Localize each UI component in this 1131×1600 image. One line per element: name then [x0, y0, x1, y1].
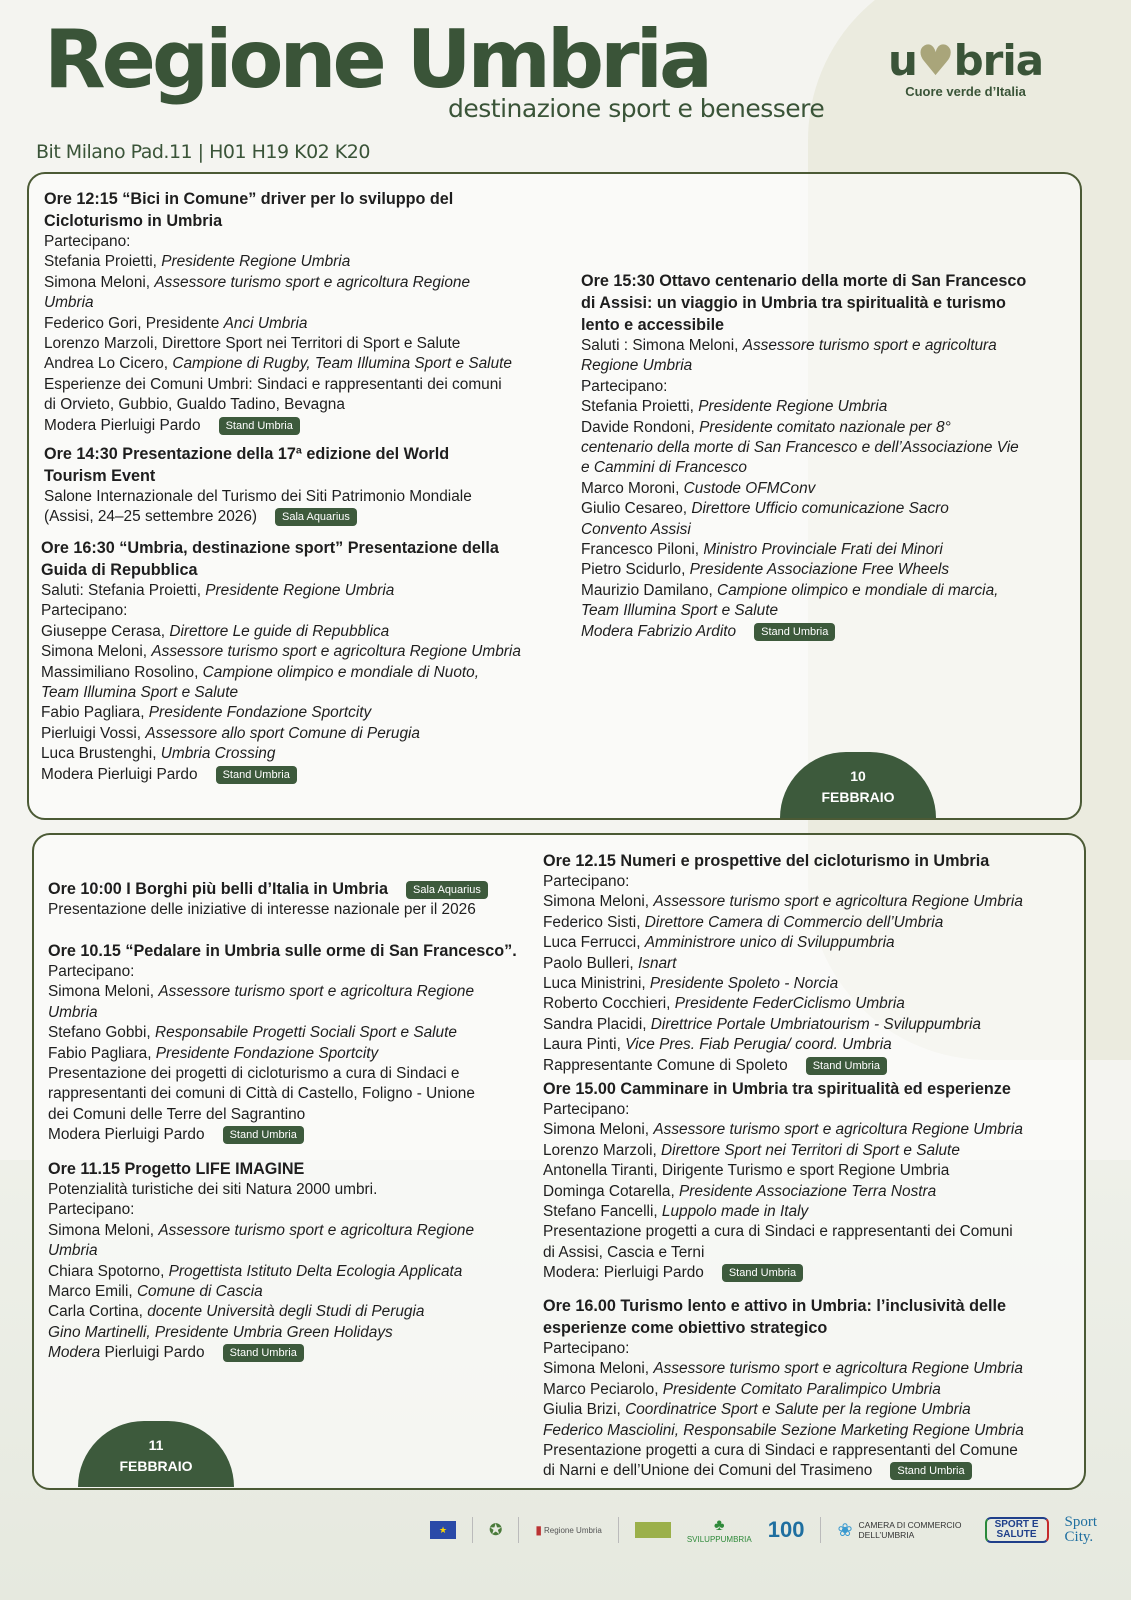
venue-badge: Stand Umbria — [722, 1264, 803, 1282]
name-text: Simona Meloni, — [543, 1360, 654, 1378]
event-line — [543, 1120, 1023, 1140]
name-text: Luca Ministrini, — [543, 975, 650, 993]
name-text: Simona Meloni, — [41, 643, 152, 661]
role-text: Amministrore unico di Sviluppumbria — [644, 934, 895, 952]
name-text: Partecipano: — [44, 233, 131, 250]
name-text: Fabio Pagliara, — [48, 1044, 156, 1062]
event-line — [581, 438, 1026, 458]
role-text: Presidente Associazione Free Wheels — [689, 561, 950, 579]
event-line — [48, 1044, 517, 1064]
event-block — [581, 270, 1026, 642]
name-text: Simona Meloni, — [48, 983, 159, 1001]
logo-tagline: Cuore verde d’Italia — [905, 84, 1026, 99]
name-text: Presentazione delle iniziative di interesse nazionale per il 2026 — [48, 901, 476, 918]
name-text: di Narni e dell’Unione dei Comuni del Trasimeno — [543, 1462, 873, 1480]
role-text: Assessore turismo sport e agricoltura Regione — [158, 983, 475, 1001]
event-line — [48, 1241, 474, 1261]
name-text: Lorenzo Marzoli, — [543, 1141, 662, 1159]
name-text: Giuseppe Cerasa, — [41, 622, 170, 640]
event-title: Guida di Repubblica — [41, 561, 198, 579]
event-line — [44, 232, 512, 252]
role-text: Vice Pres. Fiab Perugia/ coord. Umbria — [625, 1036, 892, 1054]
role-text: Federico Masciolini, Responsabile Sezione Marketing Regione Umbria — [543, 1421, 1024, 1439]
event-line — [41, 703, 521, 723]
role-text: Modera Fabrizio Ardito — [581, 622, 737, 640]
venue-badge: Stand Umbria — [890, 1462, 971, 1480]
venue-badge: Stand Umbria — [219, 417, 300, 435]
event-line — [543, 1359, 1024, 1379]
event-line — [543, 974, 1023, 994]
event-line — [48, 1084, 517, 1104]
role-text: Campione olimpico e mondiale di marcia, — [717, 581, 999, 599]
event-line — [48, 1262, 474, 1282]
eu-flag-logo: ★ — [430, 1521, 456, 1539]
event-line — [48, 1200, 474, 1220]
event-line — [581, 520, 1026, 540]
event-title: Cicloturismo in Umbria — [44, 212, 223, 230]
footer-logos — [430, 1505, 1130, 1555]
name-text: Massimiliano Rosolino, — [41, 663, 203, 681]
role-text: Presidente Regione Umbria — [698, 398, 888, 416]
event-line — [543, 1339, 1024, 1359]
event-line — [543, 1100, 1023, 1120]
venue-badge: Stand Umbria — [754, 623, 835, 641]
page-subtitle: destinazione sport e benessere — [448, 94, 825, 123]
event-line — [48, 1323, 474, 1343]
name-text: di Orvieto, Gubbio, Gualdo Tadino, Bevagna — [44, 396, 345, 414]
role-text: Assessore turismo sport e agricoltura Regione — [154, 273, 471, 291]
name-text: Partecipano: — [48, 1201, 135, 1219]
fesr-logo — [635, 1522, 671, 1538]
event-line — [44, 354, 512, 374]
role-text: Assessore turismo sport e agricoltura Regione Umbria — [151, 643, 521, 661]
divider — [472, 1517, 473, 1543]
role-text: Presidente Spoleto - Norcia — [649, 975, 839, 993]
role-text: Direttrice Portale Umbriatourism - Sviluppumbria — [650, 1015, 981, 1033]
name-text: Saluti : Simona Meloni, — [581, 337, 743, 354]
event-line — [44, 273, 512, 293]
name-text: Marco Peciarolo, — [543, 1380, 663, 1398]
name-text: di Assisi, Cascia e Terni — [543, 1243, 705, 1261]
role-text: Gino Martinelli, Presidente Umbria Green Holidays — [48, 1323, 393, 1341]
name-text: Luca Brustenghi, — [41, 745, 161, 763]
event-line — [44, 507, 472, 527]
name-text: Partecipano: — [543, 873, 630, 890]
event-line — [48, 1282, 474, 1302]
umbria-logo: u♥bria Cuore verde d’Italia — [888, 36, 1044, 99]
venue-badge: Stand Umbria — [216, 766, 297, 784]
divider — [618, 1517, 619, 1543]
event-line — [581, 581, 1026, 601]
role-text: Presidente Fondazione Sportcity — [148, 704, 372, 722]
divider — [518, 1517, 519, 1543]
role-text: Direttore Sport nei Territori di Sport e Salute — [661, 1141, 960, 1159]
role-text: Anci Umbria — [223, 314, 308, 332]
event-line — [581, 499, 1026, 519]
role-text: Umbria — [48, 1242, 98, 1260]
event-line — [48, 900, 488, 920]
role-text: e Cammini di Francesco — [581, 459, 747, 477]
event-line — [48, 1125, 517, 1145]
name-text: Salone Internazionale del Turismo dei Siti Patrimonio Mondiale — [44, 488, 472, 505]
venue-badge: Sala Aquarius — [275, 508, 357, 526]
role-text: Campione olimpico e mondiale di Nuoto, — [202, 663, 479, 681]
name-text: Stefania Proietti, — [44, 253, 162, 271]
name-text: Potenzialità turistiche dei siti Natura 2000 umbri. — [48, 1181, 378, 1198]
name-text: Andrea Lo Cicero, — [44, 355, 173, 373]
event-line — [41, 744, 521, 764]
venue-badge: Stand Umbria — [223, 1344, 304, 1362]
event-line — [543, 1035, 1023, 1055]
event-line — [543, 892, 1023, 912]
sport-e-salute-logo: SPORT E SALUTE — [985, 1517, 1049, 1543]
100-anni-logo: 100 — [767, 1517, 805, 1542]
role-text: Umbria — [48, 1003, 98, 1021]
event-line — [44, 375, 512, 395]
event-title: di Assisi: un viaggio in Umbria tra spiritualità e turismo — [581, 294, 1006, 312]
divider — [820, 1517, 821, 1543]
venue-badge: Stand Umbria — [806, 1057, 887, 1075]
role-text: Assessore turismo sport e agricoltura Regione Umbria — [653, 1360, 1023, 1378]
role-text: Responsabile Progetti Sociali Sport e Salute — [154, 1024, 457, 1042]
name-text: Presentazione progetti a cura di Sindaci e rappresentanti dei Comuni — [543, 1223, 1013, 1241]
event-title: Tourism Event — [44, 467, 156, 485]
event-line — [41, 601, 521, 621]
sportcity-logo: Sport City. — [1064, 1514, 1098, 1545]
event-block — [44, 443, 472, 528]
name-text: rappresentanti dei comuni di Città di Castello, Foligno - Unione — [48, 1085, 475, 1103]
event-line — [581, 336, 1026, 356]
name-text: Pierluigi Pardo — [100, 1344, 205, 1362]
event-line — [44, 395, 512, 415]
role-text: Progettista Istituto Delta Ecologia Applicata — [168, 1262, 463, 1280]
name-text: Simona Meloni, — [543, 893, 654, 911]
event-line — [41, 581, 521, 601]
name-text: Stefano Fancelli, — [543, 1203, 662, 1221]
event-line — [48, 982, 517, 1002]
event-line — [543, 954, 1023, 974]
event-line — [543, 1400, 1024, 1420]
role-text: Isnart — [637, 954, 677, 972]
event-line — [581, 540, 1026, 560]
event-block — [48, 1158, 474, 1364]
name-text: Marco Emili, — [48, 1283, 137, 1301]
event-line — [581, 377, 1026, 397]
name-text: Pierluigi Vossi, — [41, 724, 146, 742]
event-line — [581, 601, 1026, 621]
date-day: 10 — [850, 768, 866, 784]
name-text: Laura Pinti, — [543, 1036, 626, 1054]
event-title: Ore 10.15 “Pedalare in Umbria sulle orme di San Francesco”. — [48, 942, 517, 960]
name-text: Dominga Cotarella, — [543, 1182, 680, 1200]
role-text: docente Università degli Studi di Perugia — [147, 1303, 425, 1321]
event-title: lento e accessibile — [581, 316, 725, 334]
name-text: Francesco Piloni, — [581, 541, 704, 559]
event-line — [48, 1003, 517, 1023]
event-line — [543, 1461, 1024, 1481]
role-text: Direttore Ufficio comunicazione Sacro — [691, 500, 949, 518]
event-title: Ore 16.00 Turismo lento e attivo in Umbria: l’inclusività delle — [543, 1297, 1006, 1315]
name-text: Stefania Proietti, — [581, 398, 699, 416]
role-text: Luppolo made in Italy — [661, 1203, 809, 1221]
event-line — [44, 487, 472, 507]
role-text: Custode OFMConv — [683, 479, 816, 497]
role-text: Comune di Cascia — [136, 1283, 263, 1301]
event-line — [48, 1105, 517, 1125]
event-line — [543, 1056, 1023, 1076]
role-text: centenario della morte di San Francesco e dell’Associazione Vie — [581, 439, 1019, 457]
name-text: Luca Ferrucci, — [543, 934, 645, 952]
event-line — [543, 1263, 1023, 1283]
event-block — [543, 1295, 1024, 1482]
event-line — [543, 1222, 1023, 1242]
event-line — [48, 962, 517, 982]
name-text: Lorenzo Marzoli, Direttore Sport nei Territori di Sport e Salute — [44, 335, 461, 353]
name-text: Federico Sisti, — [543, 913, 645, 931]
name-text: Modera Pierluigi Pardo — [48, 1126, 205, 1144]
name-text: Simona Meloni, — [543, 1121, 654, 1139]
event-block — [48, 940, 517, 1146]
role-text: Convento Assisi — [581, 520, 691, 538]
event-line — [543, 1182, 1023, 1202]
event-line — [48, 1180, 474, 1200]
event-block — [41, 537, 521, 785]
name-text: Roberto Cocchieri, — [543, 995, 675, 1013]
name-text: Presentazione progetti a cura di Sindaci e rappresentanti del Comune — [543, 1442, 1018, 1460]
event-line — [581, 418, 1026, 438]
date-month: FEBBRAIO — [119, 1458, 193, 1474]
event-line — [41, 642, 521, 662]
name-text: Simona Meloni, — [44, 273, 155, 291]
name-text: Partecipano: — [581, 377, 668, 395]
event-title: Ore 15:30 Ottavo centenario della morte di San Francesco — [581, 272, 1027, 290]
event-title: Ore 15.00 Camminare in Umbria tra spiritualità ed esperienze — [543, 1080, 1011, 1098]
event-line — [543, 1380, 1024, 1400]
name-text: Stefano Gobbi, — [48, 1024, 155, 1042]
role-text: Assessore allo sport Comune di Perugia — [145, 724, 420, 742]
role-text: Assessore turismo sport e agricoltura Regione Umbria — [653, 893, 1023, 911]
event-title: Ore 14:30 Presentazione della 17ª edizione del World — [44, 445, 450, 463]
role-text: Coordinatrice Sport e Salute per la regione Umbria — [625, 1401, 971, 1419]
date-day: 11 — [148, 1437, 164, 1453]
name-text: Presentazione dei progetti di cicloturismo a cura di Sindaci e — [48, 1065, 460, 1083]
sviluppumbria-logo: ♣ SVILUPPUMBRIA — [686, 1516, 752, 1544]
event-line — [543, 994, 1023, 1014]
event-line — [41, 663, 521, 683]
name-text: Fabio Pagliara, — [41, 704, 149, 722]
event-line — [543, 1161, 1023, 1181]
event-line — [543, 1202, 1023, 1222]
role-text: Presidente Comitato Paralimpico Umbria — [662, 1380, 941, 1398]
role-text: Direttore Le guide di Repubblica — [169, 622, 390, 640]
name-text: Partecipano: — [543, 1101, 630, 1118]
heart-icon: ♥ — [916, 36, 954, 85]
name-text: Federico Gori, Presidente — [44, 314, 224, 332]
name-text: Giulia Brizi, — [543, 1401, 626, 1419]
event-line — [44, 293, 512, 313]
role-text: Assessore turismo sport e agricoltura — [742, 337, 997, 354]
event-line — [44, 416, 512, 436]
name-text: Rappresentante Comune di Spoleto — [543, 1056, 788, 1074]
event-line — [543, 1421, 1024, 1441]
event-line — [48, 1064, 517, 1084]
role-text: Presidente FederCiclismo Umbria — [674, 995, 905, 1013]
name-text: Maurizio Damilano, — [581, 581, 717, 599]
event-line — [41, 765, 521, 785]
event-line — [48, 1023, 517, 1043]
event-line — [48, 1302, 474, 1322]
event-line — [41, 622, 521, 642]
role-text: Team Illumina Sport e Salute — [41, 684, 239, 702]
name-text: Partecipano: — [41, 602, 128, 620]
name-text: Partecipano: — [48, 963, 135, 980]
event-line — [581, 560, 1026, 580]
name-text: Antonella Tiranti, Dirigente Turismo e sport Regione Umbria — [543, 1162, 950, 1180]
name-text: Paolo Bulleri, — [543, 954, 638, 972]
name-text: Giulio Cesareo, — [581, 500, 692, 518]
role-text: Umbria — [44, 294, 94, 312]
event-title: Ore 11.15 Progetto LIFE IMAGINE — [48, 1160, 305, 1178]
event-line — [581, 458, 1026, 478]
event-line — [581, 397, 1026, 417]
event-line — [543, 1243, 1023, 1263]
date-month: FEBBRAIO — [821, 789, 895, 805]
role-text: Assessore turismo sport e agricoltura Regione Umbria — [653, 1121, 1023, 1139]
event-block — [44, 188, 512, 436]
event-line — [44, 314, 512, 334]
role-text: Regione Umbria — [581, 357, 693, 375]
event-block — [543, 850, 1023, 1076]
name-text: Esperienze dei Comuni Umbri: Sindaci e rappresentanti dei comuni — [44, 375, 502, 393]
event-location: Bit Milano Pad.11 | H01 H19 K02 K20 — [36, 141, 370, 163]
name-text: Saluti: Stefania Proietti, — [41, 582, 206, 599]
venue-badge: Stand Umbria — [223, 1126, 304, 1144]
event-line — [543, 933, 1023, 953]
event-line — [44, 334, 512, 354]
name-text: Pietro Scidurlo, — [581, 561, 690, 579]
event-title: Ore 16:30 “Umbria, destinazione sport” Presentazione della — [41, 539, 499, 557]
role-text: Presidente Associazione Terra Nostra — [679, 1182, 937, 1200]
name-text: Chiara Spotorno, — [48, 1262, 169, 1280]
name-text: Sandra Placidi, — [543, 1015, 651, 1033]
role-text: Ministro Provinciale Frati dei Minori — [703, 541, 943, 559]
event-title: Ore 12.15 Numeri e prospettive del cicloturismo in Umbria — [543, 852, 990, 870]
event-block — [48, 878, 488, 920]
event-line — [543, 1015, 1023, 1035]
event-line — [581, 356, 1026, 376]
event-line — [543, 872, 1023, 892]
name-text: Carla Cortina, — [48, 1303, 148, 1321]
role-text: Presidente Regione Umbria — [161, 253, 351, 271]
name-text: dei Comuni delle Terre del Sagrantino — [48, 1105, 306, 1123]
role-text: Presidente Fondazione Sportcity — [155, 1044, 379, 1062]
role-text: Presidente Regione Umbria — [205, 582, 395, 599]
role-text: Assessore turismo sport e agricoltura Regione — [158, 1221, 475, 1239]
role-text: Campione di Rugby, Team Illumina Sport e Salute — [172, 355, 512, 373]
event-line — [543, 1441, 1024, 1461]
name-text: Modera: Pierluigi Pardo — [543, 1264, 704, 1282]
event-line — [581, 622, 1026, 642]
name-text: Simona Meloni, — [48, 1221, 159, 1239]
event-line — [581, 479, 1026, 499]
event-block — [543, 1078, 1023, 1284]
regione-umbria-logo: ▮ Regione Umbria — [535, 1523, 602, 1537]
name-text: Davide Rondoni, — [581, 418, 700, 436]
venue-badge: Sala Aquarius — [406, 881, 488, 899]
role-text: Umbria Crossing — [160, 745, 276, 763]
event-title: Ore 12:15 “Bici in Comune” driver per lo sviluppo del — [44, 190, 454, 208]
event-title: esperienze come obiettivo strategico — [543, 1319, 828, 1337]
event-line — [41, 724, 521, 744]
page-title: Regione Umbria — [44, 13, 710, 106]
role-text: Team Illumina Sport e Salute — [581, 602, 779, 620]
role-text: Presidente comitato nazionale per 8° — [699, 418, 951, 436]
event-line — [41, 683, 521, 703]
repubblica-emblem-logo: ✪ — [489, 1522, 503, 1539]
event-line — [44, 252, 512, 272]
event-line — [543, 1141, 1023, 1161]
name-text: Modera Pierluigi Pardo — [44, 416, 201, 434]
role-text: Modera — [48, 1344, 101, 1362]
event-line — [48, 1343, 474, 1363]
event-line — [543, 913, 1023, 933]
name-text: Marco Moroni, — [581, 479, 684, 497]
name-text: Partecipano: — [543, 1340, 630, 1357]
event-line — [48, 1221, 474, 1241]
name-text: (Assisi, 24–25 settembre 2026) — [44, 508, 258, 526]
camera-commercio-logo: ❀ CAMERA DI COMMERCIO DELL’UMBRIA — [837, 1520, 962, 1540]
role-text: Direttore Camera di Commercio dell’Umbria — [644, 913, 944, 931]
event-title: Ore 10:00 I Borghi più belli d’Italia in Umbria Sala Aquarius — [48, 878, 488, 900]
name-text: Modera Pierluigi Pardo — [41, 765, 198, 783]
